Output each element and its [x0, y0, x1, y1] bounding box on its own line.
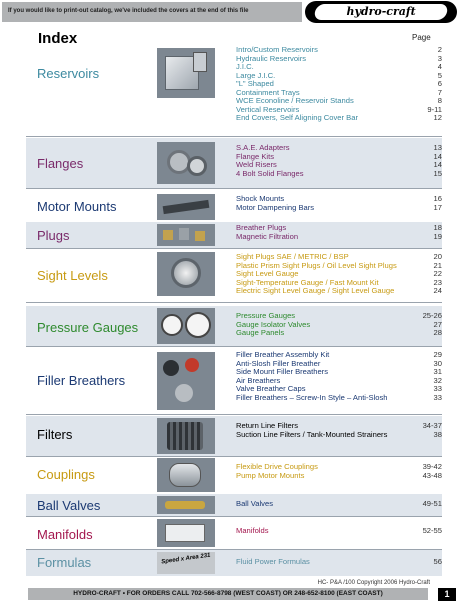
section-entries	[236, 195, 442, 212]
ball-valve-photo	[157, 496, 215, 514]
copyright-line: HC- P&A /100 Copyright 2006 Hydro-Craft	[317, 580, 430, 586]
index-section	[26, 456, 442, 494]
sight-level-photo	[157, 252, 215, 296]
section-category: Filler Breathers	[37, 373, 126, 388]
section-entries	[236, 312, 442, 338]
index-section	[26, 416, 442, 456]
coupling-photo	[157, 458, 215, 492]
entry-title: Plastic Prism Sight Plugs / Oil Level Sight Plugs	[236, 260, 397, 270]
entry-page: 9-11	[427, 104, 442, 114]
index-entry[interactable]	[236, 287, 442, 296]
motor-mount-photo	[157, 194, 215, 220]
section-category: Reservoirs	[37, 66, 100, 81]
index-entry[interactable]	[236, 114, 442, 123]
entry-title: Filler Breather Assembly Kit	[236, 350, 330, 359]
entry-page: 6	[437, 79, 442, 88]
entry-title: Sight-Temperature Gauge / Fast Mount Kit	[236, 277, 379, 287]
entry-title: Flange Kits	[236, 151, 274, 161]
index-section	[26, 44, 442, 136]
index-section	[26, 517, 442, 549]
entry-title: S.A.E. Adapters	[236, 143, 290, 152]
entry-page: 31	[433, 367, 442, 376]
entry-title: Return Line Filters	[236, 421, 299, 430]
entry-page: 32	[433, 375, 442, 385]
entry-title: Weld Risers	[236, 160, 277, 169]
index-section	[26, 550, 442, 576]
entry-page: 27	[433, 319, 442, 329]
entry-page: 20	[433, 252, 442, 261]
entry-page: 34-37	[422, 421, 442, 430]
entry-title: Fluid Power Formulas	[236, 557, 310, 566]
entry-page: 22	[433, 269, 442, 278]
hydro-craft-logo	[305, 1, 457, 23]
entry-page: 30	[433, 358, 442, 368]
entry-page: 28	[433, 328, 442, 337]
entry-page: 49-51	[422, 499, 442, 508]
entry-title: Large J.I.C.	[236, 70, 276, 80]
entry-title: Breather Plugs	[236, 223, 287, 232]
section-divider	[26, 346, 442, 347]
entry-page: 16	[433, 194, 442, 203]
entry-page: 4	[437, 62, 442, 71]
entry-page: 25-26	[422, 311, 442, 320]
entry-page: 29	[433, 350, 442, 359]
entry-title: Hydraulic Reservoirs	[236, 53, 307, 63]
index-section	[26, 222, 442, 248]
entry-page: 21	[433, 260, 442, 270]
flange-photo	[157, 142, 215, 184]
section-category: Flanges	[37, 156, 84, 171]
entry-title: J.I.C.	[236, 62, 254, 71]
formulas-photo	[157, 552, 215, 574]
entry-title: Flexible Drive Couplings	[236, 462, 318, 471]
entry-title: End Covers, Self Aligning Cover Bar	[236, 113, 358, 122]
index-section	[26, 192, 442, 222]
entry-title: Sight Level Gauge	[236, 269, 299, 278]
logo-text: hydro-craft	[346, 5, 416, 18]
page-column-heading: Page	[412, 33, 431, 42]
entry-page: 56	[433, 557, 442, 566]
entry-title: 4 Bolt Solid Flanges	[236, 168, 304, 178]
entry-page: 7	[437, 87, 442, 97]
section-entries	[236, 46, 442, 123]
entry-page: 3	[437, 53, 442, 63]
entry-title: Suction Line Filters / Tank-Mounted Strainers	[236, 429, 388, 439]
section-category: Ball Valves	[37, 498, 101, 513]
section-category: Sight Levels	[37, 268, 108, 283]
entry-title: Gauge Isolator Valves	[236, 319, 311, 329]
section-entries	[236, 144, 442, 178]
print-notice: If you would like to print-out catalog, we've included the covers at the end of this file	[8, 8, 249, 14]
entry-page: 8	[437, 96, 442, 105]
entry-title: Magnetic Filtration	[236, 231, 299, 241]
plugs-photo	[157, 224, 215, 246]
section-category: Pressure Gauges	[37, 320, 139, 335]
section-category: Formulas	[37, 555, 92, 570]
section-divider	[26, 136, 442, 137]
section-entries	[236, 558, 442, 567]
entry-title: Electric Sight Level Gauge / Sight Level Gauge	[236, 286, 395, 295]
section-entries	[236, 224, 442, 241]
entry-page: 19	[433, 231, 442, 241]
entry-page: 39-42	[422, 462, 442, 471]
index-section	[26, 138, 442, 188]
entry-title: Valve Breather Caps	[236, 384, 306, 393]
entry-title: Containment Trays	[236, 87, 300, 97]
index-entry[interactable]	[236, 558, 442, 567]
index-section	[26, 348, 442, 414]
index-section	[26, 250, 442, 302]
section-entries	[236, 500, 442, 509]
entry-page: 5	[437, 70, 442, 80]
entry-title: Intro/Custom Reservoirs	[236, 45, 318, 54]
section-divider	[26, 188, 442, 189]
section-entries	[236, 527, 442, 536]
index-entry[interactable]	[236, 472, 442, 481]
entry-title: Air Breathers	[236, 375, 281, 385]
filter-photo	[157, 418, 215, 454]
index-entry[interactable]	[236, 394, 442, 403]
filler-breather-photo	[157, 352, 215, 410]
entry-page: 52-55	[422, 526, 442, 535]
top-notice-bar	[2, 2, 302, 22]
section-category: Plugs	[37, 228, 70, 243]
index-entry[interactable]	[236, 233, 442, 242]
order-phone-line: HYDRO-CRAFT • FOR ORDERS CALL 702-566-8798 (WEST COAST) OR 248-652-8100 (EAST COAST)	[73, 590, 383, 597]
formula-thumb-label: Speed x Area 231	[161, 552, 211, 566]
entry-page: 15	[433, 168, 442, 178]
entry-title: Motor Dampening Bars	[236, 202, 315, 212]
entry-title: WCE Econoline / Reservoir Stands	[236, 96, 354, 105]
entry-page: 43-48	[422, 470, 442, 480]
entry-page: 33	[433, 392, 442, 402]
section-category: Couplings	[37, 467, 95, 482]
page-number: 1	[444, 589, 450, 599]
footer-bar	[28, 588, 428, 600]
index-entry[interactable]	[236, 329, 442, 338]
entry-title: Gauge Panels	[236, 328, 285, 337]
section-entries	[236, 463, 442, 480]
section-entries	[236, 253, 442, 296]
entry-page: 23	[433, 277, 442, 287]
section-divider	[26, 414, 442, 415]
entry-page: 14	[433, 151, 442, 161]
entry-page: 17	[433, 202, 442, 212]
entry-title: Shock Mounts	[236, 194, 285, 203]
index-entry[interactable]	[236, 170, 442, 179]
page-number-badge	[438, 588, 456, 601]
entry-title: Side Mount Filler Breathers	[236, 367, 329, 376]
entry-title: Manifolds	[236, 526, 269, 535]
entry-page: 33	[433, 384, 442, 393]
reservoir-tank-photo	[157, 48, 215, 98]
pressure-gauge-photo	[157, 308, 215, 344]
entry-title: Filler Breathers – Screw-In Style – Anti-Slosh	[236, 392, 388, 402]
entry-page: 38	[433, 429, 442, 439]
index-entry[interactable]	[236, 431, 442, 440]
entry-title: Ball Valves	[236, 499, 274, 508]
section-category: Motor Mounts	[37, 199, 117, 214]
index-entry[interactable]	[236, 500, 442, 509]
entry-page: 2	[437, 45, 442, 54]
section-entries	[236, 422, 442, 439]
entry-title: Vertical Reservoirs	[236, 104, 300, 114]
section-category: Manifolds	[37, 527, 93, 542]
entry-page: 12	[433, 113, 442, 122]
entry-page: 14	[433, 160, 442, 169]
entry-title: Anti-Slosh Filler Breather	[236, 358, 321, 368]
entry-page: 13	[433, 143, 442, 152]
section-entries	[236, 351, 442, 402]
index-section	[26, 306, 442, 346]
entry-title: Pump Motor Mounts	[236, 470, 305, 480]
index-entry[interactable]	[236, 204, 442, 213]
section-divider	[26, 248, 442, 249]
index-section	[26, 494, 442, 516]
entry-title: "L" Shaped	[236, 79, 274, 88]
page-title: Index	[38, 30, 78, 47]
section-divider	[26, 302, 442, 303]
entry-page: 18	[433, 223, 442, 232]
index-entry[interactable]	[236, 527, 442, 536]
entry-title: Sight Plugs SAE / METRIC / BSP	[236, 252, 349, 261]
entry-title: Pressure Gauges	[236, 311, 296, 320]
manifold-photo	[157, 519, 215, 547]
section-category: Filters	[37, 427, 73, 442]
entry-page: 24	[433, 286, 442, 295]
index-entry[interactable]	[236, 55, 442, 64]
